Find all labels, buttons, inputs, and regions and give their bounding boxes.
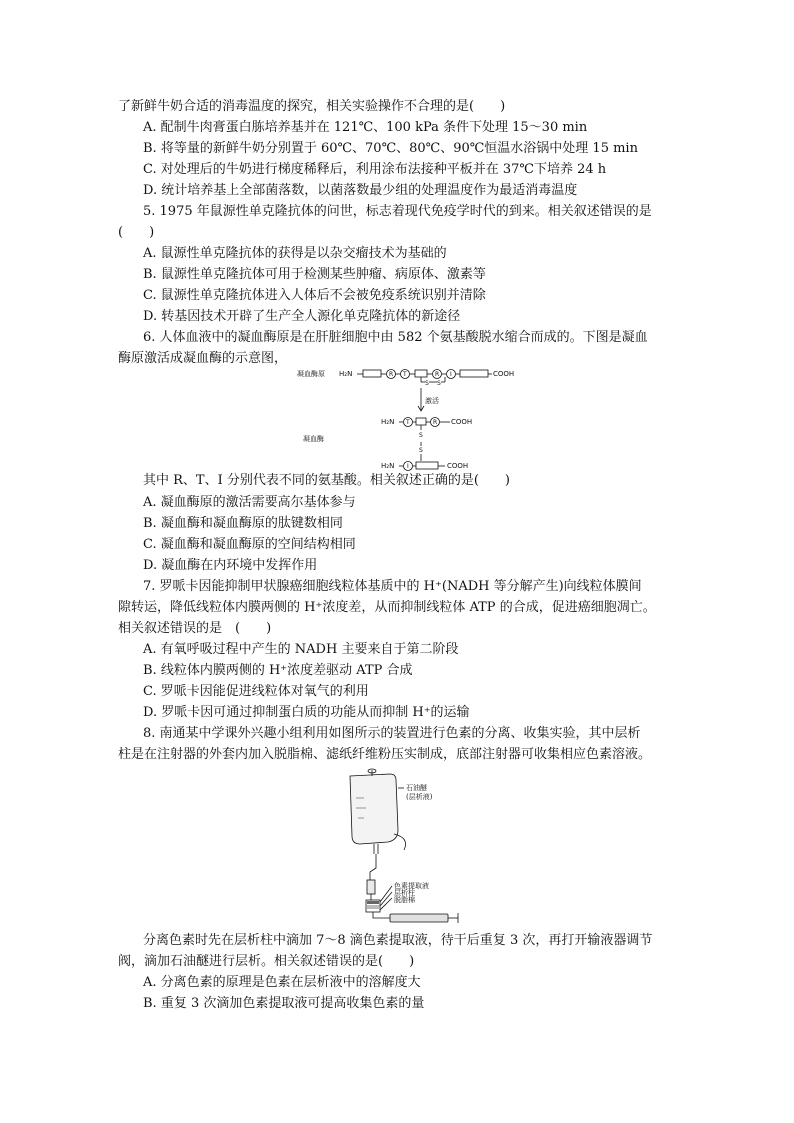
prothrombin-label: 凝血酶原 (297, 370, 325, 378)
solvent-label: 石油醚 (406, 784, 427, 792)
peptide-segment (416, 462, 438, 469)
q6-option-b: B. 凝血酶和凝血酶原的肽键数相同 (143, 516, 343, 531)
thrombin-label: 凝血酶 (303, 435, 324, 443)
q5-stem-line2: ( ) (118, 225, 155, 240)
q5-option-d: D. 转基因技术开辟了生产全人源化单克隆抗体的新途径 (143, 309, 461, 324)
q5-stem-line1: 5. 1975 年鼠源性单克隆抗体的问世，标志着现代免疫学时代的到来。相关叙述错误的是 (143, 204, 652, 219)
q7-stem-line3: 相关叙述错误的是 ( ) (118, 621, 272, 636)
column-label: 层析柱 (394, 889, 415, 897)
h2n-label-bottom: H₂N (381, 462, 395, 470)
q7-stem-line1: 7. 罗哌卡因能抑制甲状腺癌细胞线粒体基质中的 H⁺(NADH 等分解产生)向线粒体膜间 (143, 579, 642, 594)
residue-r-text: R (389, 371, 394, 378)
q8-stem-line2: 柱是在注射器的外套内加入脱脂棉、滤纸纤维粉压实制成，底部注射器可收集相应色素溶液。 (118, 747, 652, 762)
peptide-segment (415, 370, 427, 377)
activation-label: 激活 (425, 397, 439, 405)
q8-stem-line1: 8. 南通某中学课外兴趣小组利用如图所示的装置进行色素的分离、收集实验，其中层析 (143, 726, 641, 741)
q4-option-d: D. 统计培养基上全部菌落数，以菌落数最少组的处理温度作为最适消毒温度 (143, 183, 578, 198)
pigment-extract-label: 色素提取液 (394, 882, 429, 890)
q7-stem-line2: 隙转运，降低线粒体内膜两侧的 H⁺浓度差，从而抑制线粒体 ATP 的合成，促进癌细胞凋亡。 (118, 600, 656, 615)
q6-stem-line1: 6. 人体血液中的凝血酶原是在肝脏细胞中由 582 个氨基酸脱水缩合而成的。下图是凝血 (143, 330, 648, 345)
q8-option-a: A. 分离色素的原理是色素在层析液中的溶解度大 (143, 975, 421, 990)
prothrombin-activation-diagram (295, 362, 535, 474)
q7-option-b: B. 线粒体内膜两侧的 H⁺浓度差驱动 ATP 合成 (143, 663, 413, 678)
q5-option-b: B. 鼠源性单克隆抗体可用于检测某些肿瘤、病原体、激素等 (143, 267, 486, 282)
q8-stem-line4: 阀，滴加石油醚进行层析。相关叙述错误的是( ) (118, 954, 415, 969)
residue-t-text: T (406, 419, 410, 426)
q5-option-a: A. 鼠源性单克隆抗体的获得是以杂交瘤技术为基础的 (143, 246, 447, 261)
chromatography-apparatus-diagram (330, 768, 470, 926)
q4-option-b: B. 将等量的新鲜牛奶分别置于 60℃、70℃、80℃、90℃恒温水浴锅中处理 15 min (143, 141, 638, 156)
q4-stem: 了新鲜牛奶合适的消毒温度的探究，相关实验操作不合理的是( ) (118, 99, 506, 114)
peptide-segment (363, 370, 381, 377)
q4-option-c: C. 对处理后的牛奶进行梯度稀释后，利用涂布法接种平板并在 37℃下培养 24 h (143, 162, 607, 177)
cotton-label: 脱脂棉 (394, 896, 415, 904)
q7-option-d: D. 罗哌卡因可通过抑制蛋白质的功能从而抑制 H⁺的运输 (143, 705, 470, 720)
q6-stem-line2: 酶原激活成凝血酶的示意图， (118, 351, 288, 366)
residue-r-text: R (433, 419, 438, 426)
q6-option-c: C. 凝血酶和凝血酶原的空间结构相同 (143, 537, 356, 552)
h2n-label-top: H₂N (339, 370, 353, 378)
q6-option-a: A. 凝血酶原的激活需要高尔基体参与 (143, 495, 356, 510)
peptide-segment (416, 418, 426, 425)
residue-i-text: I (450, 371, 452, 378)
cooh-label-bottom: COOH (447, 462, 469, 470)
residue-r-text: R (435, 371, 440, 378)
residue-t-text: T (403, 371, 407, 378)
q8-option-b: B. 重复 3 次滴加色素提取液可提高收集色素的量 (143, 996, 425, 1011)
q5-option-c: C. 鼠源性单克隆抗体进入人体后不会被免疫系统识别并清除 (143, 288, 486, 303)
sulfur-text: S (419, 447, 423, 454)
h2n-label-mid: H₂N (381, 418, 395, 426)
q4-option-a: A. 配制牛肉膏蛋白胨培养基并在 121℃、100 kPa 条件下处理 15～30 min (143, 120, 588, 135)
collection-syringe (390, 914, 448, 922)
solvent-label-note: (层析液) (406, 793, 433, 801)
peptide-segment (460, 370, 488, 377)
cooh-label-mid: COOH (451, 418, 473, 426)
residue-i-text: I (407, 463, 409, 470)
q8-stem-line3: 分离色素时先在层析柱中滴加 7～8 滴色素提取液，待干后重复 3 次，再打开输液器调节 (143, 933, 653, 948)
iv-bag (350, 774, 398, 844)
q7-option-c: C. 罗哌卡因能促进线粒体对氧气的利用 (143, 684, 369, 699)
sulfur-text: S (437, 380, 441, 387)
q6-option-d: D. 凝血酶在内环境中发挥作用 (143, 558, 318, 573)
q6-stem-line3: 其中 R、T、I 分别代表不同的氨基酸。相关叙述正确的是( ) (143, 473, 511, 488)
drip-chamber (367, 880, 375, 894)
sulfur-text: S (419, 432, 423, 439)
sulfur-text: S (425, 380, 429, 387)
q7-option-a: A. 有氧呼吸过程中产生的 NADH 主要来自于第二阶段 (143, 642, 459, 657)
cooh-label-top: COOH (493, 370, 515, 378)
